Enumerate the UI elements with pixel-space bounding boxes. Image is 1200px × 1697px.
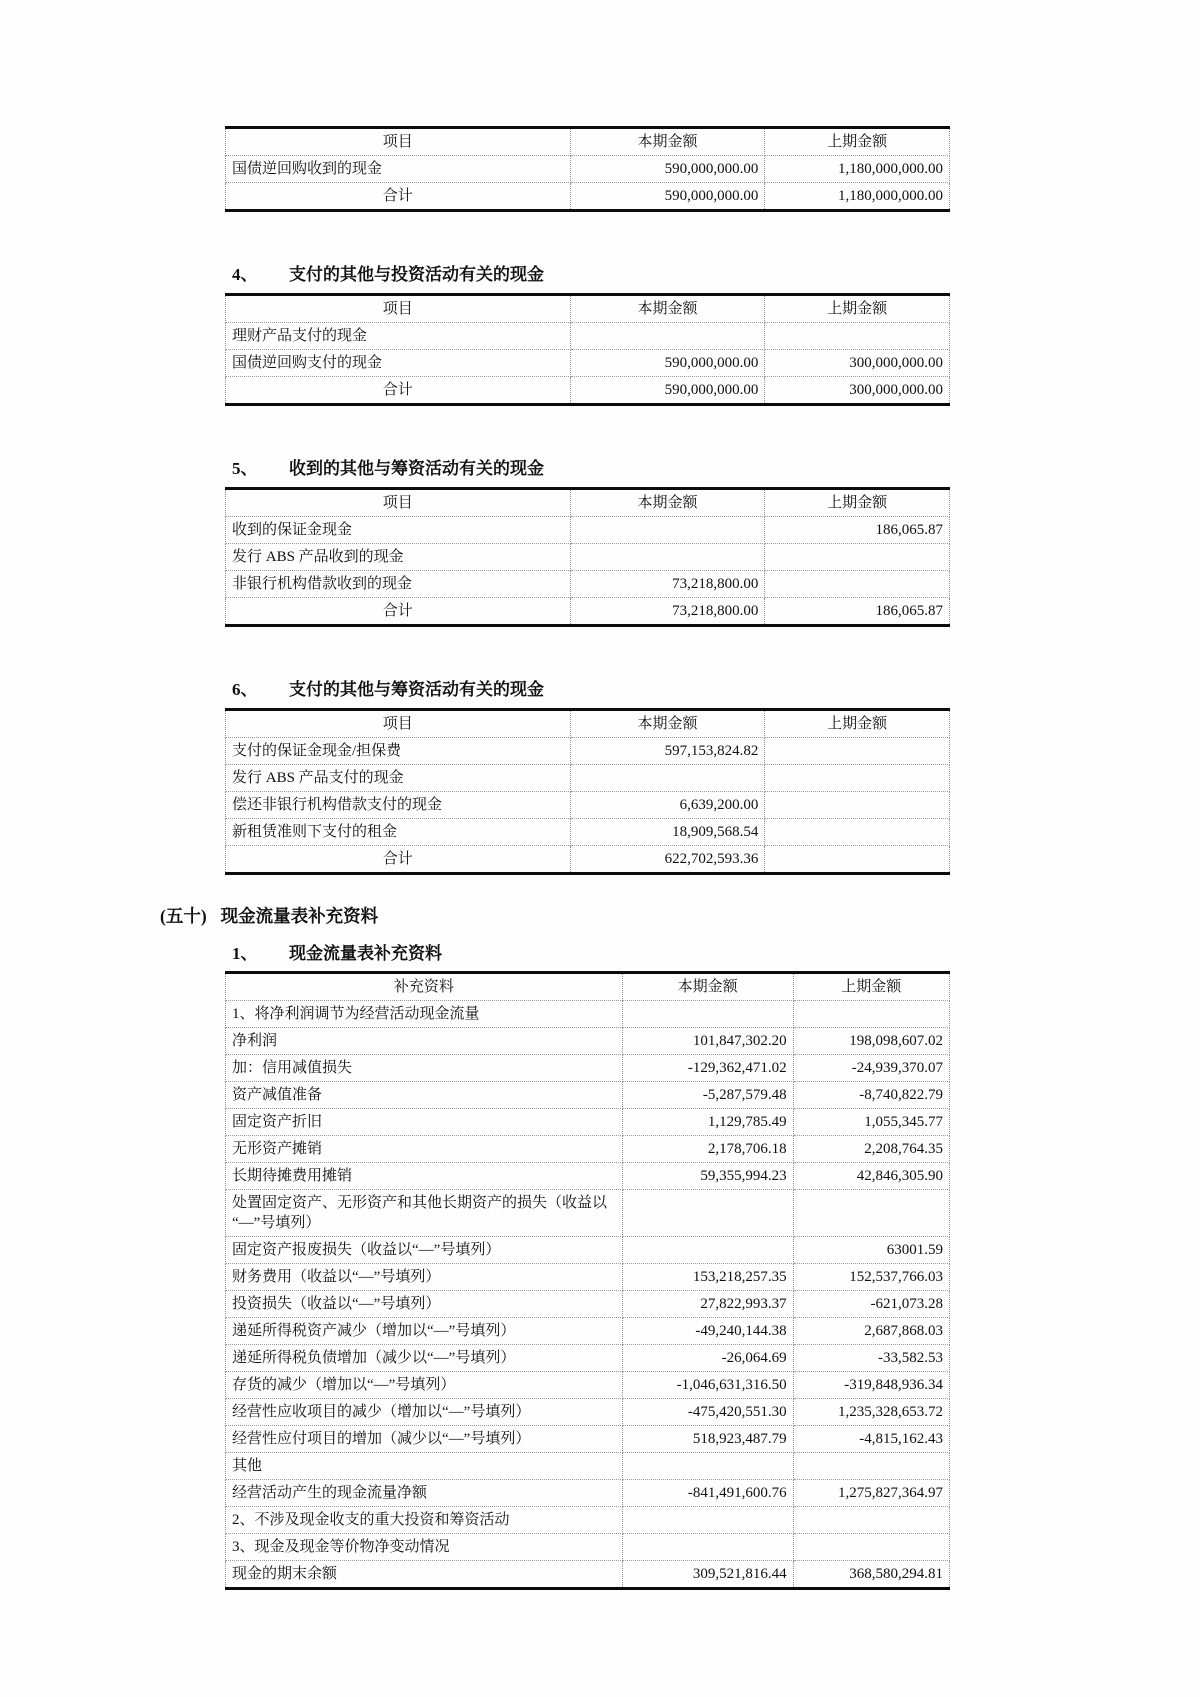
item-cell: 2、不涉及现金收支的重大投资和筹资活动 — [226, 1507, 623, 1534]
current-amount-cell: 2,178,706.18 — [622, 1136, 793, 1163]
other-financing-receipts-section-heading — [232, 456, 1200, 482]
item-cell: 投资损失（收益以“—”号填列） — [226, 1291, 623, 1318]
table-row — [226, 1399, 950, 1426]
item-cell: 理财产品支付的现金 — [226, 323, 571, 350]
current-amount-cell: 590,000,000.00 — [570, 350, 765, 377]
item-cell: 资产减值准备 — [226, 1082, 623, 1109]
prior-amount-cell — [793, 1507, 949, 1534]
prior-amount-cell: 1,180,000,000.00 — [765, 183, 950, 211]
column-header: 本期金额 — [622, 973, 793, 1001]
treasury-repo-received-table — [225, 126, 950, 212]
table-row — [226, 819, 950, 846]
table-row — [226, 1561, 950, 1589]
table-head — [226, 295, 950, 323]
table-row — [226, 1372, 950, 1399]
current-amount-cell — [570, 323, 765, 350]
prior-amount-cell: 300,000,000.00 — [765, 350, 950, 377]
prior-amount-cell: 300,000,000.00 — [765, 377, 950, 405]
column-header: 本期金额 — [570, 128, 765, 156]
item-cell: 净利润 — [226, 1028, 623, 1055]
other-investing-payments-section-heading — [232, 262, 1200, 288]
table-body — [226, 517, 950, 626]
current-amount-cell: 18,909,568.54 — [570, 819, 765, 846]
current-amount-cell: 73,218,800.00 — [570, 598, 765, 626]
current-amount-cell: 153,218,257.35 — [622, 1264, 793, 1291]
prior-amount-cell — [765, 323, 950, 350]
item-cell: 国债逆回购支付的现金 — [226, 350, 571, 377]
column-header: 上期金额 — [765, 489, 950, 517]
column-header: 补充资料 — [226, 973, 623, 1001]
header-row — [226, 973, 950, 1001]
other-investing-payments-section — [225, 293, 950, 406]
heading-title: 现金流量表补充资料 — [220, 906, 379, 926]
prior-amount-cell — [765, 571, 950, 598]
prior-amount-cell — [765, 544, 950, 571]
table-row — [226, 517, 950, 544]
table-row — [226, 1136, 950, 1163]
column-header: 项目 — [226, 295, 571, 323]
other-financing-payments-section — [225, 708, 950, 875]
item-cell: 长期待摊费用摊销 — [226, 1163, 623, 1190]
column-header: 上期金额 — [793, 973, 949, 1001]
table-row — [226, 792, 950, 819]
header-row — [226, 489, 950, 517]
item-cell: 加：信用减值损失 — [226, 1055, 623, 1082]
prior-amount-cell: 186,065.87 — [765, 517, 950, 544]
prior-amount-cell: -33,582.53 — [793, 1345, 949, 1372]
item-cell: 财务费用（收益以“—”号填列） — [226, 1264, 623, 1291]
item-cell: 发行 ABS 产品支付的现金 — [226, 765, 571, 792]
prior-amount-cell — [765, 792, 950, 819]
item-cell: 经营性应收项目的减少（增加以“—”号填列） — [226, 1399, 623, 1426]
item-cell: 偿还非银行机构借款支付的现金 — [226, 792, 571, 819]
current-amount-cell: 518,923,487.79 — [622, 1426, 793, 1453]
table-row — [226, 1055, 950, 1082]
prior-amount-cell — [765, 846, 950, 874]
column-header: 本期金额 — [570, 710, 765, 738]
current-amount-cell — [622, 1507, 793, 1534]
table-row — [226, 156, 950, 183]
heading-title: 现金流量表补充资料 — [289, 944, 442, 963]
table-row — [226, 598, 950, 626]
table-row — [226, 1109, 950, 1136]
item-cell: 3、现金及现金等价物净变动情况 — [226, 1534, 623, 1561]
heading-number: 6、 — [232, 680, 258, 699]
prior-amount-cell: 186,065.87 — [765, 598, 950, 626]
current-amount-cell: 597,153,824.82 — [570, 738, 765, 765]
item-cell: 合计 — [226, 377, 571, 405]
table-head — [226, 489, 950, 517]
current-amount-cell: 590,000,000.00 — [570, 156, 765, 183]
item-cell: 国债逆回购收到的现金 — [226, 156, 571, 183]
item-cell: 合计 — [226, 598, 571, 626]
table-row — [226, 1082, 950, 1109]
item-cell: 无形资产摊销 — [226, 1136, 623, 1163]
prior-amount-cell: -8,740,822.79 — [793, 1082, 949, 1109]
heading-title: 收到的其他与筹资活动有关的现金 — [289, 459, 544, 478]
column-header: 项目 — [226, 128, 571, 156]
prior-amount-cell: -621,073.28 — [793, 1291, 949, 1318]
table-row — [226, 323, 950, 350]
item-cell: 现金的期末余额 — [226, 1561, 623, 1589]
prior-amount-cell — [793, 1001, 949, 1028]
other-financing-payments-section-heading — [232, 677, 1200, 703]
table-row — [226, 846, 950, 874]
current-amount-cell: 73,218,800.00 — [570, 571, 765, 598]
table-row — [226, 1163, 950, 1190]
item-cell: 经营活动产生的现金流量净额 — [226, 1480, 623, 1507]
table-body — [226, 1001, 950, 1589]
table-row — [226, 377, 950, 405]
current-amount-cell: 1,129,785.49 — [622, 1109, 793, 1136]
prior-amount-cell — [765, 765, 950, 792]
column-header: 项目 — [226, 710, 571, 738]
column-header: 上期金额 — [765, 710, 950, 738]
table-row — [226, 1291, 950, 1318]
prior-amount-cell: 2,687,868.03 — [793, 1318, 949, 1345]
table-row — [226, 183, 950, 211]
current-amount-cell — [622, 1190, 793, 1237]
item-cell: 经营性应付项目的增加（减少以“—”号填列） — [226, 1426, 623, 1453]
supplementary-cash-flow-section — [225, 971, 950, 1590]
table-row — [226, 1534, 950, 1561]
current-amount-cell: 622,702,593.36 — [570, 846, 765, 874]
column-header: 本期金额 — [570, 295, 765, 323]
current-amount-cell: -129,362,471.02 — [622, 1055, 793, 1082]
current-amount-cell: -475,420,551.30 — [622, 1399, 793, 1426]
current-amount-cell: -49,240,144.38 — [622, 1318, 793, 1345]
column-header: 项目 — [226, 489, 571, 517]
item-cell: 其他 — [226, 1453, 623, 1480]
table-body — [226, 738, 950, 874]
current-amount-cell: -26,064.69 — [622, 1345, 793, 1372]
current-amount-cell — [622, 1237, 793, 1264]
column-header: 上期金额 — [765, 128, 950, 156]
item-cell: 合计 — [226, 846, 571, 874]
prior-amount-cell — [765, 738, 950, 765]
current-amount-cell: 590,000,000.00 — [570, 377, 765, 405]
current-amount-cell: -1,046,631,316.50 — [622, 1372, 793, 1399]
prior-amount-cell: 42,846,305.90 — [793, 1163, 949, 1190]
table-head — [226, 128, 950, 156]
item-cell: 递延所得税资产减少（增加以“—”号填列） — [226, 1318, 623, 1345]
table-body — [226, 323, 950, 405]
prior-amount-cell — [793, 1534, 949, 1561]
item-cell: 合计 — [226, 183, 571, 211]
prior-amount-cell: 198,098,607.02 — [793, 1028, 949, 1055]
table-head — [226, 710, 950, 738]
current-amount-cell: -841,491,600.76 — [622, 1480, 793, 1507]
heading-number: 1、 — [232, 944, 258, 963]
prior-amount-cell: 2,208,764.35 — [793, 1136, 949, 1163]
column-header: 本期金额 — [570, 489, 765, 517]
prior-amount-cell: 63001.59 — [793, 1237, 949, 1264]
column-header: 上期金额 — [765, 295, 950, 323]
table-head — [226, 973, 950, 1001]
other-financing-receipts-section — [225, 487, 950, 627]
item-cell: 固定资产折旧 — [226, 1109, 623, 1136]
current-amount-cell — [622, 1534, 793, 1561]
table-row — [226, 1028, 950, 1055]
prior-amount-cell: 1,055,345.77 — [793, 1109, 949, 1136]
prior-amount-cell: 152,537,766.03 — [793, 1264, 949, 1291]
current-amount-cell — [570, 765, 765, 792]
item-cell: 支付的保证金现金/担保费 — [226, 738, 571, 765]
current-amount-cell: 59,355,994.23 — [622, 1163, 793, 1190]
table-row — [226, 765, 950, 792]
current-amount-cell: -5,287,579.48 — [622, 1082, 793, 1109]
heading-title: 支付的其他与投资活动有关的现金 — [289, 265, 544, 284]
item-cell: 收到的保证金现金 — [226, 517, 571, 544]
current-amount-cell — [570, 544, 765, 571]
table-row — [226, 1507, 950, 1534]
current-amount-cell: 27,822,993.37 — [622, 1291, 793, 1318]
table-row — [226, 1480, 950, 1507]
heading-title: 支付的其他与筹资活动有关的现金 — [289, 680, 544, 699]
table-row — [226, 1345, 950, 1372]
current-amount-cell: 101,847,302.20 — [622, 1028, 793, 1055]
current-amount-cell — [622, 1453, 793, 1480]
table-row — [226, 1453, 950, 1480]
table-body — [226, 156, 950, 211]
heading-number: 5、 — [232, 459, 258, 478]
prior-amount-cell: -24,939,370.07 — [793, 1055, 949, 1082]
current-amount-cell — [570, 517, 765, 544]
item-cell: 发行 ABS 产品收到的现金 — [226, 544, 571, 571]
table-row — [226, 544, 950, 571]
table-row — [226, 571, 950, 598]
item-cell: 处置固定资产、无形资产和其他长期资产的损失（收益以“—”号填列） — [226, 1190, 623, 1237]
item-cell: 递延所得税负债增加（减少以“—”号填列） — [226, 1345, 623, 1372]
table-row — [226, 1426, 950, 1453]
heading-number: 4、 — [232, 265, 258, 284]
supplementary-cash-flow-section-heading — [232, 941, 1200, 967]
header-row — [226, 710, 950, 738]
prior-amount-cell: -319,848,936.34 — [793, 1372, 949, 1399]
table-row — [226, 1190, 950, 1237]
prior-amount-cell — [793, 1190, 949, 1237]
table-row — [226, 738, 950, 765]
prior-amount-cell: 1,275,827,364.97 — [793, 1480, 949, 1507]
item-cell: 非银行机构借款收到的现金 — [226, 571, 571, 598]
current-amount-cell: 590,000,000.00 — [570, 183, 765, 211]
item-cell: 固定资产报废损失（收益以“—”号填列） — [226, 1237, 623, 1264]
current-amount-cell — [622, 1001, 793, 1028]
table-row — [226, 1001, 950, 1028]
table-row — [226, 1264, 950, 1291]
supplementary-info-chapter-heading — [160, 903, 1200, 929]
item-cell: 1、将净利润调节为经营活动现金流量 — [226, 1001, 623, 1028]
header-row — [226, 128, 950, 156]
prior-amount-cell: 1,235,328,653.72 — [793, 1399, 949, 1426]
item-cell: 存货的减少（增加以“—”号填列） — [226, 1372, 623, 1399]
prior-amount-cell: -4,815,162.43 — [793, 1426, 949, 1453]
header-row — [226, 295, 950, 323]
table-row — [226, 1318, 950, 1345]
current-amount-cell: 309,521,816.44 — [622, 1561, 793, 1589]
prior-amount-cell — [765, 819, 950, 846]
table-row — [226, 350, 950, 377]
current-amount-cell: 6,639,200.00 — [570, 792, 765, 819]
prior-amount-cell — [793, 1453, 949, 1480]
item-cell: 新租赁准则下支付的租金 — [226, 819, 571, 846]
heading-number: (五十) — [160, 906, 207, 926]
prior-amount-cell: 1,180,000,000.00 — [765, 156, 950, 183]
table-row — [226, 1237, 950, 1264]
prior-amount-cell: 368,580,294.81 — [793, 1561, 949, 1589]
